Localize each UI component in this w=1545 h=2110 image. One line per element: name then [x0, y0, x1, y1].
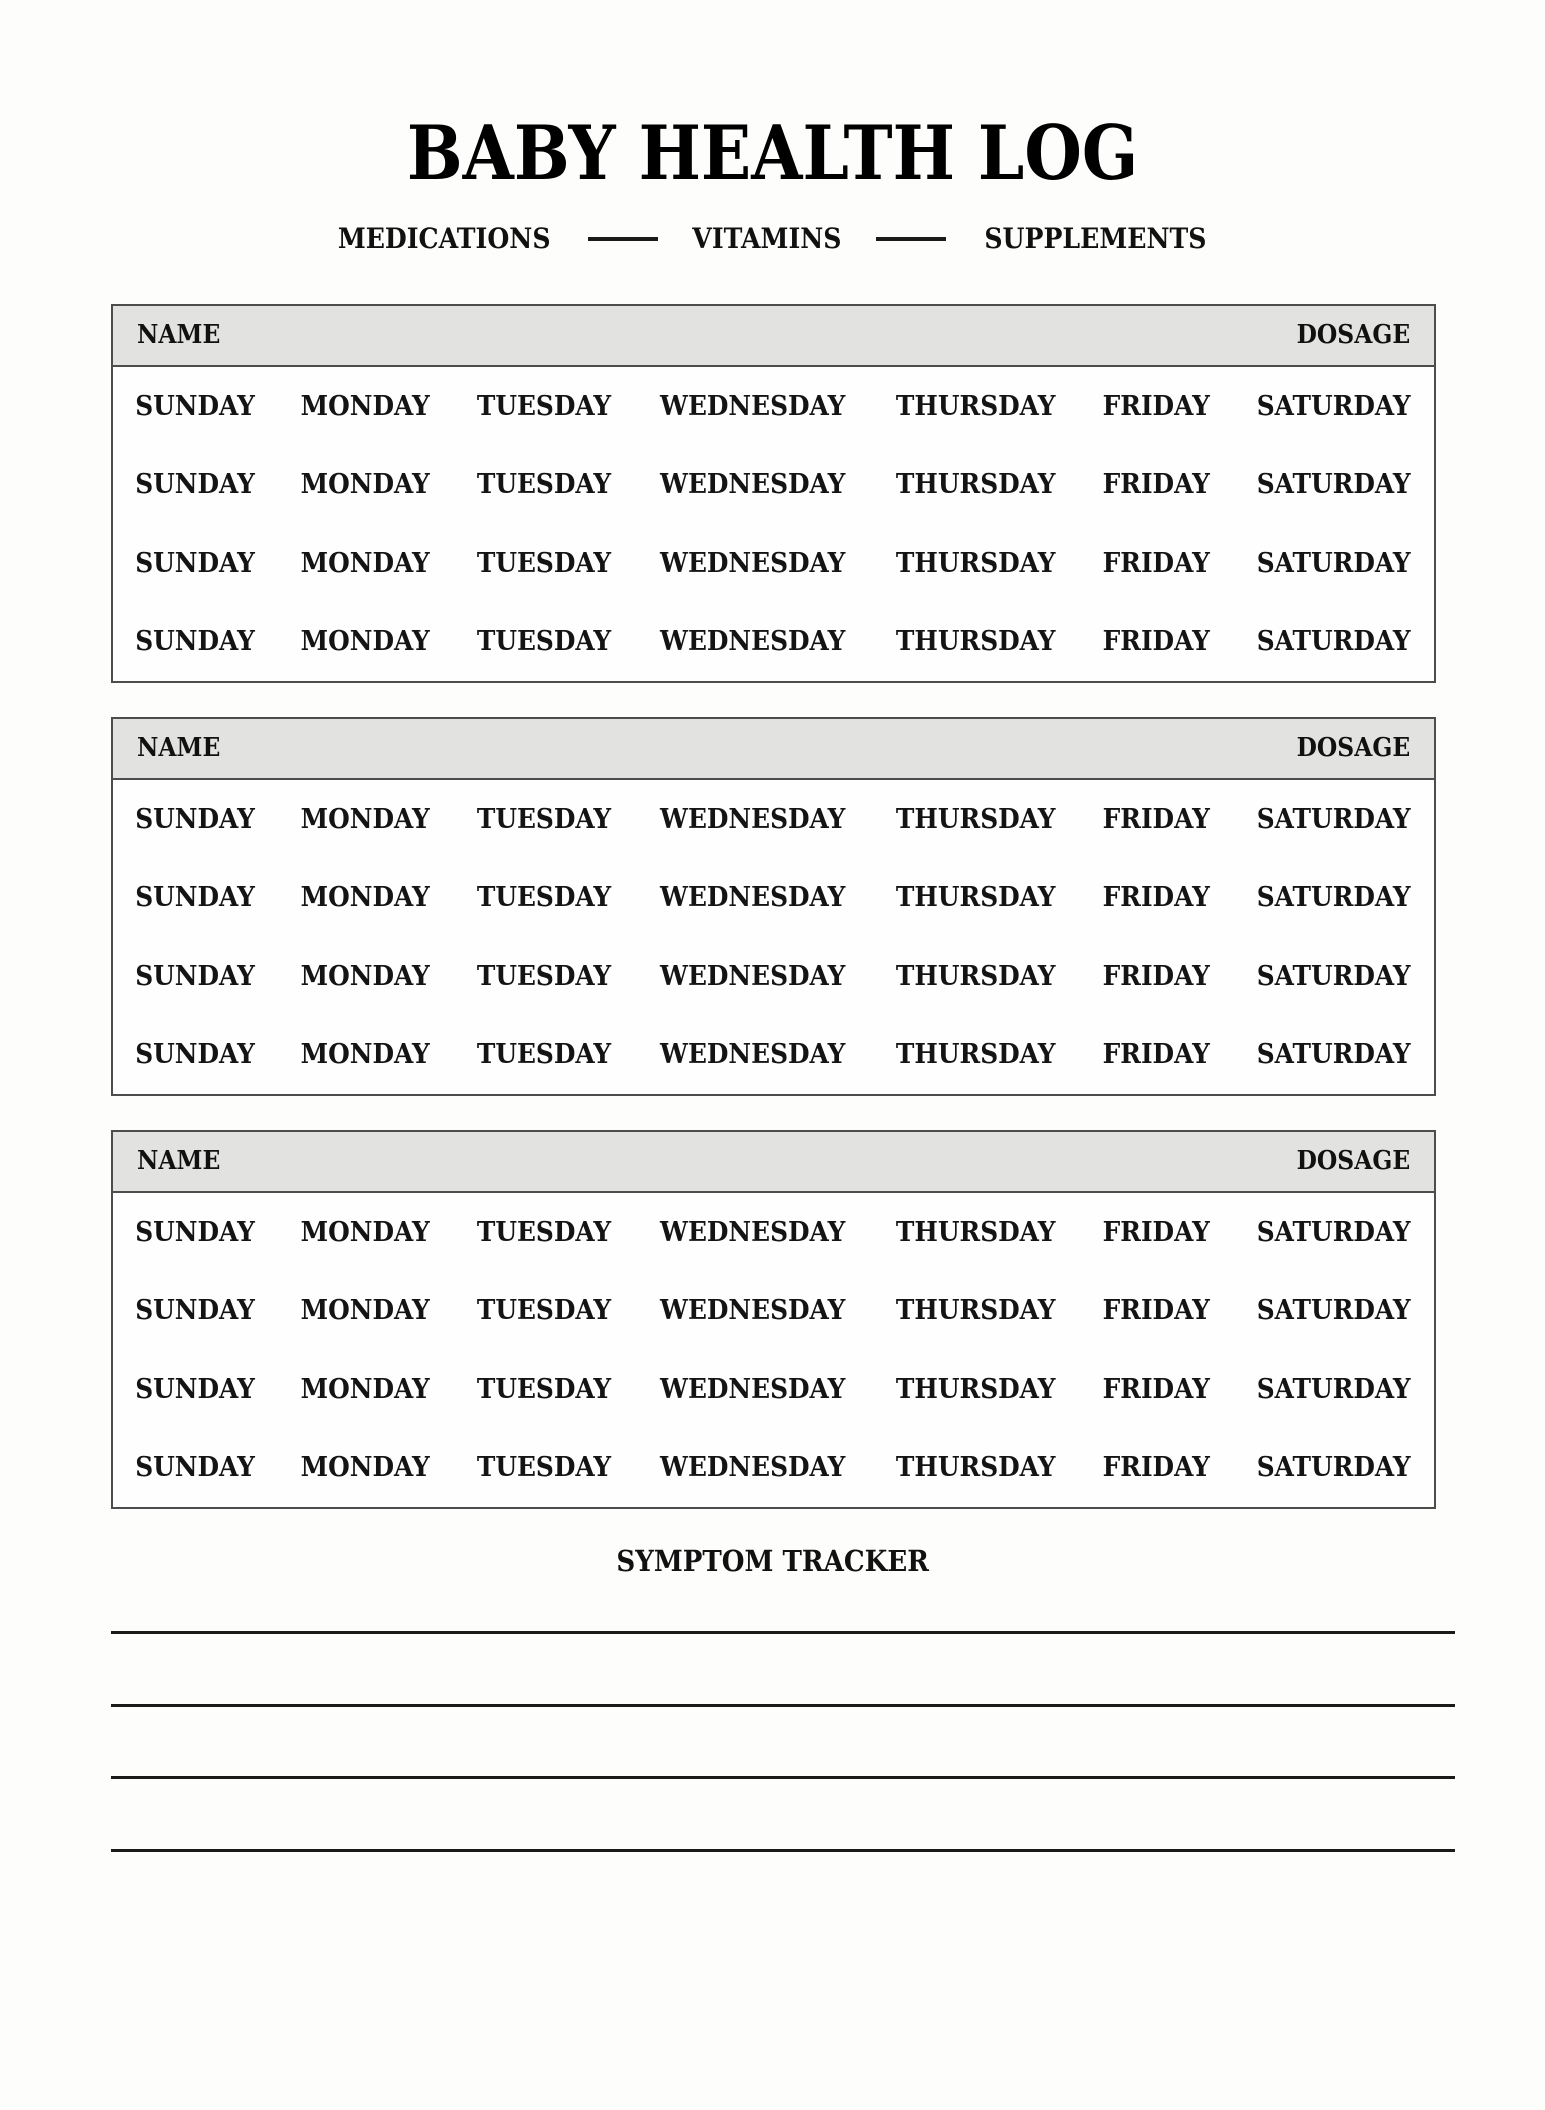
day-label: THURSDAY: [895, 1216, 1056, 1248]
day-label: SATURDAY: [1256, 547, 1411, 579]
day-label: SUNDAY: [135, 626, 255, 658]
symptom-tracker-lines: [0, 1631, 1545, 1852]
day-label: WEDNESDAY: [660, 1452, 846, 1484]
day-label: WEDNESDAY: [660, 803, 846, 835]
week-row: [113, 937, 1434, 1016]
log-table-1: [111, 304, 1436, 683]
log-table-2-rows: [113, 780, 1434, 1094]
day-label: THURSDAY: [895, 1373, 1056, 1405]
day-label: TUESDAY: [476, 1216, 612, 1248]
day-label: SATURDAY: [1256, 882, 1411, 914]
writing-line: [111, 1849, 1455, 1852]
day-label: MONDAY: [300, 1039, 431, 1071]
day-label: FRIDAY: [1102, 1452, 1210, 1484]
day-label: SATURDAY: [1256, 1295, 1411, 1327]
name-column-header: NAME: [137, 733, 221, 764]
day-label: FRIDAY: [1102, 1295, 1210, 1327]
week-row: [113, 780, 1434, 859]
day-label: WEDNESDAY: [660, 626, 846, 658]
week-row: [113, 1350, 1434, 1429]
day-label: WEDNESDAY: [660, 1295, 846, 1327]
name-column-header: NAME: [137, 320, 221, 351]
day-label: MONDAY: [300, 882, 431, 914]
day-label: THURSDAY: [895, 960, 1056, 992]
day-label: SATURDAY: [1256, 1216, 1411, 1248]
day-label: SUNDAY: [135, 469, 255, 501]
week-row: [113, 367, 1434, 446]
day-label: TUESDAY: [476, 1373, 612, 1405]
day-label: THURSDAY: [895, 803, 1056, 835]
day-label: SUNDAY: [135, 960, 255, 992]
day-label: TUESDAY: [476, 882, 612, 914]
week-row: [113, 1193, 1434, 1272]
week-row: [113, 445, 1434, 524]
log-table-2-header: [113, 719, 1434, 780]
day-label: MONDAY: [300, 547, 431, 579]
day-label: TUESDAY: [476, 1295, 612, 1327]
symptom-tracker-heading: SYMPTOM TRACKER: [616, 1543, 929, 1578]
day-label: SUNDAY: [135, 547, 255, 579]
day-label: THURSDAY: [895, 1295, 1056, 1327]
writing-line: [111, 1704, 1455, 1707]
writing-line: [111, 1776, 1455, 1779]
day-label: WEDNESDAY: [660, 390, 846, 422]
day-label: MONDAY: [300, 1295, 431, 1327]
day-label: MONDAY: [300, 1452, 431, 1484]
day-label: SUNDAY: [135, 1039, 255, 1071]
day-label: THURSDAY: [895, 390, 1056, 422]
name-column-header: NAME: [137, 1146, 221, 1177]
day-label: MONDAY: [300, 469, 431, 501]
dosage-column-header: DOSAGE: [1296, 320, 1410, 351]
day-label: MONDAY: [300, 960, 431, 992]
log-table-2: [111, 717, 1436, 1096]
day-label: SUNDAY: [135, 803, 255, 835]
log-table-3-rows: [113, 1193, 1434, 1507]
day-label: SATURDAY: [1256, 469, 1411, 501]
day-label: SATURDAY: [1256, 1452, 1411, 1484]
day-label: TUESDAY: [476, 1452, 612, 1484]
week-row: [113, 1015, 1434, 1094]
day-label: SUNDAY: [135, 1452, 255, 1484]
day-label: THURSDAY: [895, 1039, 1056, 1071]
day-label: TUESDAY: [476, 390, 612, 422]
day-label: THURSDAY: [895, 1452, 1056, 1484]
divider-dash: [588, 237, 658, 241]
day-label: SUNDAY: [135, 1295, 255, 1327]
divider-dash: [876, 237, 946, 241]
day-label: FRIDAY: [1102, 960, 1210, 992]
log-table-3-header: [113, 1132, 1434, 1193]
dosage-column-header: DOSAGE: [1296, 733, 1410, 764]
log-table-1-header: [113, 306, 1434, 367]
day-label: FRIDAY: [1102, 1373, 1210, 1405]
category-legend: [0, 222, 1545, 256]
day-label: TUESDAY: [476, 626, 612, 658]
day-label: SUNDAY: [135, 390, 255, 422]
category-label-vitamins: VITAMINS: [692, 222, 842, 256]
day-label: SATURDAY: [1256, 1039, 1411, 1071]
day-label: FRIDAY: [1102, 803, 1210, 835]
day-label: MONDAY: [300, 803, 431, 835]
day-label: MONDAY: [300, 1216, 431, 1248]
day-label: THURSDAY: [895, 626, 1056, 658]
day-label: THURSDAY: [895, 882, 1056, 914]
day-label: THURSDAY: [895, 547, 1056, 579]
day-label: WEDNESDAY: [660, 547, 846, 579]
day-label: WEDNESDAY: [660, 1373, 846, 1405]
week-row: [113, 524, 1434, 603]
day-label: WEDNESDAY: [660, 1039, 846, 1071]
day-label: FRIDAY: [1102, 390, 1210, 422]
day-label: SUNDAY: [135, 1373, 255, 1405]
day-label: SATURDAY: [1256, 390, 1411, 422]
day-label: WEDNESDAY: [660, 882, 846, 914]
week-row: [113, 1271, 1434, 1350]
page: [0, 110, 1545, 2110]
day-label: MONDAY: [300, 390, 431, 422]
day-label: SATURDAY: [1256, 626, 1411, 658]
day-label: WEDNESDAY: [660, 1216, 846, 1248]
day-label: SUNDAY: [135, 882, 255, 914]
dosage-column-header: DOSAGE: [1296, 1146, 1410, 1177]
category-label-medications: MEDICATIONS: [337, 222, 551, 256]
day-label: WEDNESDAY: [660, 960, 846, 992]
day-label: THURSDAY: [895, 469, 1056, 501]
day-label: TUESDAY: [476, 803, 612, 835]
day-label: FRIDAY: [1102, 882, 1210, 914]
day-label: WEDNESDAY: [660, 469, 846, 501]
day-label: FRIDAY: [1102, 1216, 1210, 1248]
log-table-3: [111, 1130, 1436, 1509]
week-row: [113, 858, 1434, 937]
day-label: MONDAY: [300, 1373, 431, 1405]
day-label: TUESDAY: [476, 547, 612, 579]
week-row: [113, 1428, 1434, 1507]
day-label: SATURDAY: [1256, 803, 1411, 835]
day-label: SATURDAY: [1256, 960, 1411, 992]
week-row: [113, 602, 1434, 681]
day-label: FRIDAY: [1102, 469, 1210, 501]
day-label: TUESDAY: [476, 1039, 612, 1071]
day-label: MONDAY: [300, 626, 431, 658]
log-table-1-rows: [113, 367, 1434, 681]
category-label-supplements: SUPPLEMENTS: [984, 222, 1207, 256]
day-label: FRIDAY: [1102, 547, 1210, 579]
day-label: TUESDAY: [476, 469, 612, 501]
day-label: FRIDAY: [1102, 626, 1210, 658]
page-title: BABY HEALTH LOG: [406, 109, 1139, 197]
day-label: SUNDAY: [135, 1216, 255, 1248]
writing-line: [111, 1631, 1455, 1634]
day-label: TUESDAY: [476, 960, 612, 992]
day-label: FRIDAY: [1102, 1039, 1210, 1071]
day-label: SATURDAY: [1256, 1373, 1411, 1405]
